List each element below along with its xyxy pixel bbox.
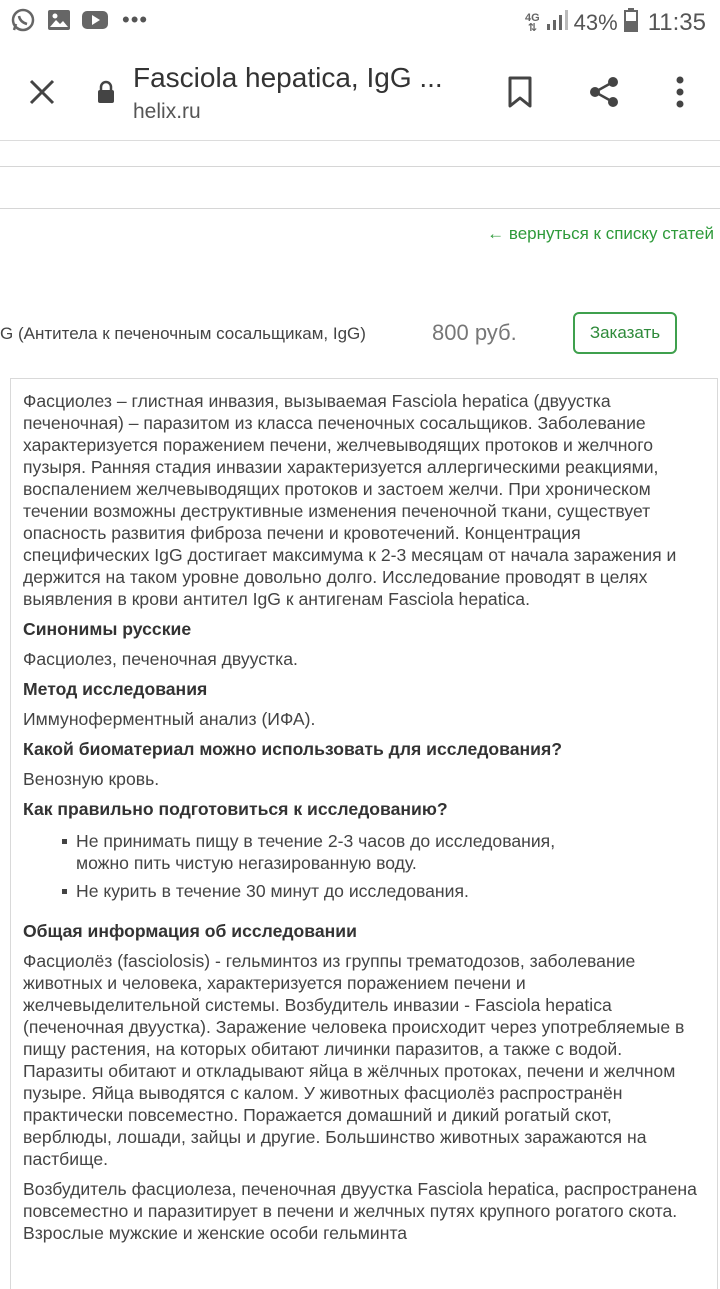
more-notifications-icon: ••• bbox=[122, 7, 149, 32]
bookmark-icon[interactable] bbox=[496, 68, 544, 116]
battery-icon bbox=[624, 8, 638, 37]
network-type: 4G ⇅ bbox=[524, 11, 540, 34]
biomaterial-heading: Какой биоматериал можно использовать для исследования? bbox=[23, 739, 562, 759]
share-icon[interactable] bbox=[580, 68, 628, 116]
order-button[interactable]: Заказать bbox=[573, 312, 677, 354]
page-title[interactable]: Fasciola hepatica, IgG ... bbox=[133, 62, 443, 93]
battery-percent: 43% bbox=[573, 9, 618, 35]
lock-icon bbox=[96, 80, 116, 109]
list-item: Не принимать пищу в течение 2-3 часов до исследования, можно пить чистую негазированную воду. bbox=[76, 830, 596, 874]
divider bbox=[0, 166, 720, 167]
method-text: Иммуноферментный анализ (ИФА). bbox=[23, 709, 316, 729]
general-info-heading: Общая информация об исследовании bbox=[23, 921, 357, 941]
clock: 11:35 bbox=[647, 8, 706, 36]
biomaterial-text: Венозную кровь. bbox=[23, 769, 160, 789]
notification-icons bbox=[10, 7, 148, 33]
system-status bbox=[525, 8, 706, 37]
preparation-heading: Как правильно подготовиться к исследованию? bbox=[23, 799, 448, 819]
article-content bbox=[23, 390, 703, 1252]
intro-paragraph: Фасциолез – глистная инвазия, вызываемая Fasciola hepatica (двуустка печеночная) – паразитом из класса печеночных сосальщиков. Заболевание характеризуется поражением печени, желчевыводящих протоков и желчного пузыря. Ранняя стадия инвазии характеризуется аллергическими реакциями, воспалением желчевыводящих протоков и застоем желчи. При хроническом течении возможны деструктивные изменения печеночной ткани, существует опасность развития фиброза печени и кровотечений. Концентрация специфических IgG достигает максимума к 2-3 месяцам от начала заражения и держится на таком уровне довольно долго. Исследование проводят в целях выявления в крови антител IgG к антигенам Fasciola hepatica. bbox=[23, 391, 677, 609]
synonyms-heading: Синонимы русские bbox=[23, 619, 192, 639]
product-price: 800 руб. bbox=[432, 320, 517, 345]
more-menu-icon[interactable] bbox=[656, 68, 704, 116]
browser-toolbar bbox=[0, 44, 720, 141]
page-domain[interactable]: helix.ru bbox=[133, 100, 201, 123]
back-to-articles-link[interactable]: ← вернуться к списку статей bbox=[487, 224, 714, 243]
signal-icon bbox=[546, 9, 568, 36]
whatsapp-icon bbox=[10, 7, 36, 33]
close-icon[interactable] bbox=[18, 68, 66, 116]
method-heading: Метод исследования bbox=[23, 679, 208, 699]
divider bbox=[0, 208, 720, 209]
preparation-list bbox=[23, 830, 703, 902]
list-item: Не курить в течение 30 минут до исследования. bbox=[76, 880, 703, 902]
general-info-paragraph: Фасциолёз (fasciolosis) - гельминтоз из группы трематодозов, заболевание животных и человека, характеризуется поражением печени и желчевыделительной системы. Возбудитель инвазии - Fasciola hepatica (печеночная двуустка). Заражение человека происходит через употребляемые в пищу растения, на которых обитают личинки паразитов, а также с водой. Паразиты обитают и откладывают яйца в жёлчных протоках, печени и желчном пузыре. Яйца выводятся с калом. У животных фасциолёз распространён практически повсеместно. Поражается домашний и дикий рогатый скот, верблюды, лошади, зайцы и другие. Большинство животных заражаются на пастбище. bbox=[23, 951, 685, 1169]
product-row bbox=[0, 310, 720, 360]
status-bar bbox=[0, 0, 720, 44]
synonyms-text: Фасциолез, печеночная двуустка. bbox=[23, 649, 298, 669]
gallery-icon bbox=[46, 7, 72, 33]
general-info-paragraph: Возбудитель фасциолеза, печеночная двуустка Fasciola hepatica, распространена повсеместно и паразитирует в печени и желчных путях крупного рогатого скота. Взрослые мужские и женские особи гельминта bbox=[23, 1179, 697, 1243]
youtube-icon bbox=[82, 7, 108, 33]
product-name: G (Антитела к печеночным сосальщикам, IgG) bbox=[0, 324, 366, 343]
